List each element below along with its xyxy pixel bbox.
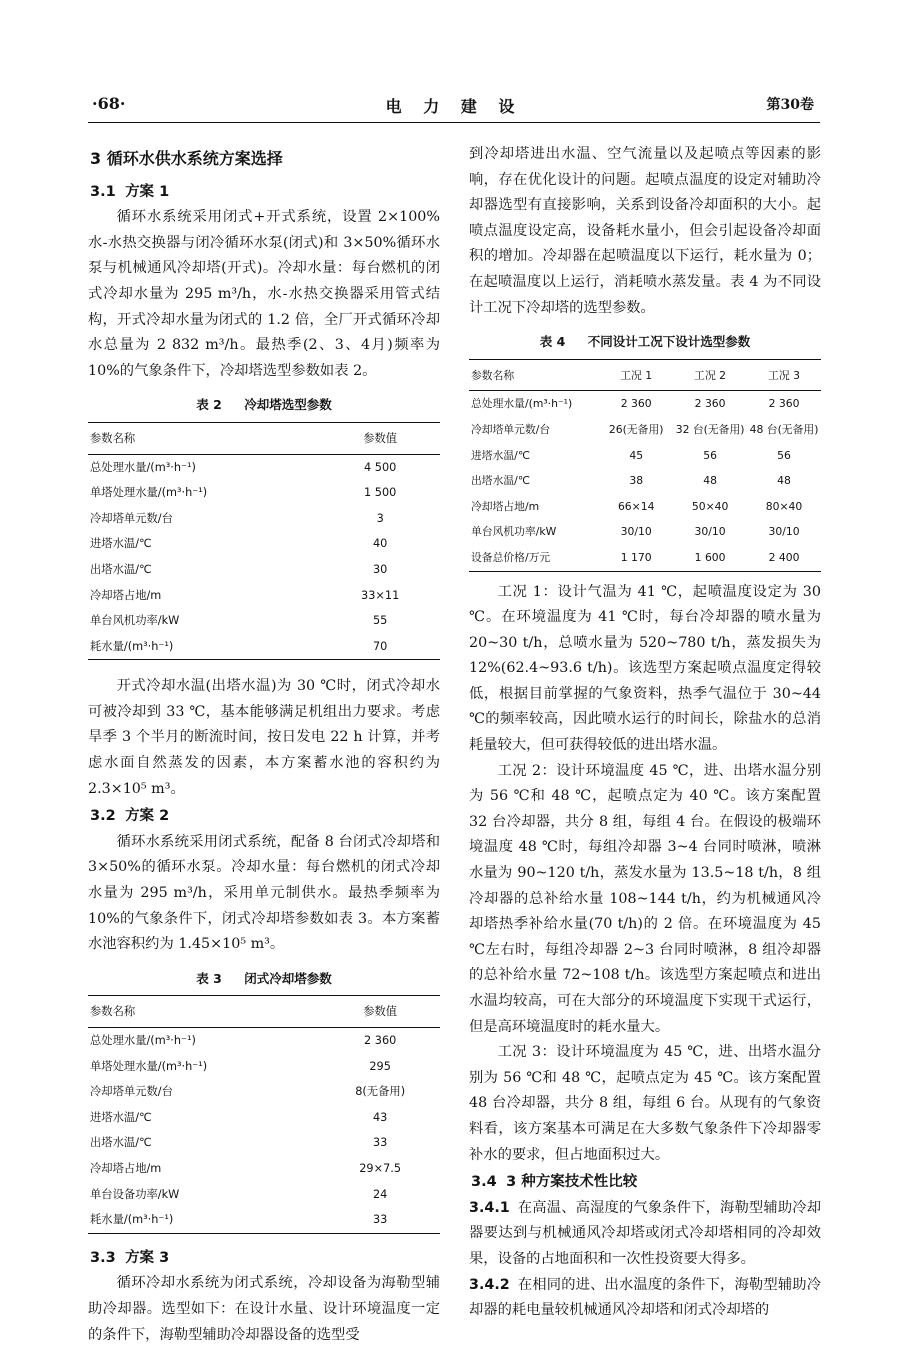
table-cell: 冷却塔单元数/台 (90, 511, 173, 525)
table-row (469, 468, 821, 494)
volume-label: 第30卷 (766, 97, 814, 113)
table-title: 闭式冷却塔参数 (244, 970, 332, 986)
table-cell: 55 (372, 614, 388, 628)
paragraph-case-1: 工况 1：设计气温为 41 ℃，起喷温度设定为 30 ℃。在环境温度为 41 ℃时，每台冷却器的喷水量为 20~30 t/h，总喷水量为 520~780 t/h，蒸发损失为 12%(62.4~93.6 t/h)。该选型方案起喷点温度定得较低，根据目前掌握的气象资料，热季气温位于 30~44 ℃的频率较高，因此喷水运行的时间长，除盐水的总消耗量较大，但可获得较低的进出塔水温。 (469, 583, 821, 754)
section-number: 3.2 (90, 808, 116, 825)
paragraph-text: 在高温、高湿度的气象条件下，海勒型辅助冷却器要达到与机械通风冷却塔或闭式冷却塔相同的冷却效果，设备的占地面积和一次性投资要大得多。 (469, 1199, 821, 1267)
table-cell: 48 (777, 474, 791, 488)
table-cell: 出塔水温/℃ (471, 474, 530, 488)
table-row (88, 454, 440, 480)
table-row (88, 1130, 440, 1156)
table-row (88, 1054, 440, 1080)
table-row (88, 1079, 440, 1105)
table-cell: 50×40 (691, 499, 729, 513)
table-cell: 80×40 (765, 499, 803, 513)
section-3-2-heading (90, 804, 440, 830)
table-row (469, 519, 821, 545)
table-header-row (88, 996, 440, 1028)
table-cell: 设备总价格/万元 (471, 550, 551, 564)
table-title: 不同设计工况下设计选型参数 (587, 334, 751, 350)
section-title: 方案 3 (125, 1249, 170, 1266)
column-header: 参数名称 (88, 422, 320, 454)
table-cell: 总处理水量/(m³·h⁻¹) (90, 1034, 196, 1047)
table-cell: 70 (372, 639, 388, 653)
table-cell: 2 400 (768, 550, 800, 564)
table-cell: 单台风机功率/kW (471, 525, 557, 539)
table-cell: 进塔水温/℃ (90, 537, 152, 551)
section-number: 3.4 (471, 1174, 497, 1191)
table-row (469, 494, 821, 520)
subsection-number: 3.4.1 (469, 1199, 510, 1216)
table-cell: 冷却塔单元数/台 (471, 422, 551, 436)
paragraph-text: 在相同的进、出水温度的条件下，海勒型辅助冷却器的耗电量较机械通风冷却塔和闭式冷却塔的 (469, 1276, 821, 1319)
table-cell: 29×7.5 (359, 1161, 402, 1175)
running-header (88, 94, 820, 123)
table-row (88, 531, 440, 557)
table-cell: 26(无备用) (608, 422, 664, 436)
table-cell: 48 台(无备用) (749, 422, 819, 436)
table-2 (88, 422, 440, 660)
column-header: 参数值 (320, 996, 440, 1028)
table-cell: 进塔水温/℃ (471, 448, 530, 462)
table-row (88, 506, 440, 532)
table-cell: 32 台(无备用) (675, 422, 745, 436)
table-cell: 1 500 (363, 486, 397, 500)
table-row (88, 480, 440, 506)
table-row (469, 545, 821, 571)
table-cell: 295 (369, 1059, 391, 1073)
column-header: 工况 3 (747, 359, 821, 391)
paragraph: 循环冷却水系统为闭式系统，冷却设备为海勒型辅助冷却器。选型如下：在设计水量、设计环境温度一定的条件下，海勒型辅助冷却器设备的选型受 (88, 1275, 440, 1343)
table-cell: 总处理水量/(m³·h⁻¹) (471, 397, 573, 411)
paragraph: 开式冷却水温(出塔水温)为 30 ℃时，闭式冷却水可被冷却到 33 ℃，基本能够满足机组出力要求。考虑旱季 3 个半月的断流时间，按日发电 22 h 计算，并考虑水面自然蒸发的因素，本方案蓄水池的容积约为 2.3×10⁵ m³。 (88, 678, 440, 797)
table-cell: 56 (777, 448, 791, 462)
table-cell: 总处理水量/(m³·h⁻¹) (90, 460, 196, 474)
table-cell: 30/10 (694, 525, 726, 539)
table-header-row (469, 359, 821, 391)
table-row (469, 391, 821, 417)
table-cell: 单台风机功率/kW (90, 614, 180, 628)
table-row (88, 1182, 440, 1208)
table-cell: 冷却塔占地/m (90, 588, 162, 602)
table-cell: 8(无备用) (355, 1085, 406, 1099)
table-cell: 33 (372, 1136, 388, 1150)
table-cell: 2 360 (768, 397, 800, 411)
section-title: 3 种方案技术性比较 (506, 1174, 638, 1191)
table-cell: 冷却塔单元数/台 (90, 1085, 173, 1099)
table-row (88, 608, 440, 634)
table-row (469, 443, 821, 469)
section-number: 3.3 (90, 1249, 116, 1266)
journal-name: 电 力 建 设 (385, 97, 523, 116)
table-cell: 耗水量/(m³·h⁻¹) (90, 639, 174, 653)
table-number: 表 3 (196, 970, 222, 986)
subsection-number: 3.4.2 (469, 1276, 510, 1293)
section-number: 3.1 (90, 183, 116, 200)
table-3 (88, 995, 440, 1233)
right-column (469, 142, 821, 1324)
table-cell: 48 (703, 474, 717, 488)
table-cell: 进塔水温/℃ (90, 1110, 152, 1124)
left-column (88, 140, 440, 1348)
table-row (469, 417, 821, 443)
section-title: 方案 1 (125, 183, 170, 200)
table-cell: 单台设备功率/kW (90, 1187, 180, 1201)
table-cell: 单塔处理水量/(m³·h⁻¹) (90, 486, 208, 500)
paragraph-3-4-1 (469, 1196, 821, 1273)
paragraph: 循环水系统采用闭式系统，配备 8 台闭式冷却塔和 3×50%的循环水泵。冷却水量：每台燃机的闭式冷却水量为 295 m³/h，采用单元制供水。最热季频率为 10%的气象条件下，闭式冷却塔参数如表 3。本方案蓄水池容积约为 1.45×10⁵ m³。 (88, 833, 440, 953)
table-cell: 33×11 (361, 588, 400, 602)
table-cell: 冷却塔占地/m (471, 499, 540, 513)
table-row (88, 1207, 440, 1233)
paragraph: 到冷却塔进出水温、空气流量以及起喷点等因素的影响，存在优化设计的问题。起喷点温度的设定对辅助冷却器选型有直接影响，关系到设备冷却面积的大小。起喷点温度设定高，设备耗水量小，但会引起设备冷却面积的增加。冷却器在起喷温度以下运行，耗水量为 0；在起喷温度以上运行，消耗喷水蒸发量。表 4 为不同设计工况下冷却塔的选型参数。 (469, 146, 821, 316)
table-cell: 24 (372, 1187, 388, 1201)
table-cell: 4 500 (363, 460, 397, 474)
table-number: 表 4 (539, 334, 566, 350)
table-cell: 30 (372, 562, 388, 576)
table-cell: 56 (703, 448, 717, 462)
paragraph: 循环水系统采用闭式+开式系统，设置 2×100% 水-水热交换器与闭冷循环水泵(闭式)和 3×50%循环水泵与机械通风冷却塔(开式)。冷却水量：每台燃机的闭式冷却水量为 295 m³/h，水-水热交换器采用管式结构，开式冷却水量为闭式的 1.2 倍，全厂开式循环冷却水总量为 2 832 m³/h。最热季(2、3、4月)频率为 10%的气象条件下，冷却塔选型参数如表 2。 (88, 209, 440, 379)
table-cell: 40 (372, 537, 388, 551)
table-cell: 2 360 (363, 1034, 397, 1047)
table-cell: 2 360 (694, 397, 726, 411)
table-cell: 1 170 (620, 550, 652, 564)
table-cell: 66×14 (617, 499, 655, 513)
section-3-4-heading (471, 1170, 821, 1196)
table-row (88, 1105, 440, 1131)
table-row (88, 1028, 440, 1054)
table-cell: 33 (372, 1213, 388, 1227)
table-header-row (88, 422, 440, 454)
section-3-heading: 3 循环水供水系统方案选择 (90, 149, 283, 168)
table-4-caption (469, 329, 821, 355)
table-cell: 3 (376, 511, 384, 525)
table-row (88, 583, 440, 609)
table-cell: 冷却塔占地/m (90, 1161, 162, 1175)
table-number: 表 2 (196, 397, 222, 413)
table-cell: 出塔水温/℃ (90, 1136, 152, 1150)
table-cell: 38 (629, 474, 644, 488)
table-2-caption (88, 392, 440, 418)
column-header: 参数名称 (88, 996, 320, 1028)
column-header: 参数值 (320, 422, 440, 454)
table-cell: 2 360 (620, 397, 652, 411)
column-header: 工况 1 (599, 359, 673, 391)
table-cell: 43 (372, 1110, 388, 1124)
table-row (88, 1156, 440, 1182)
section-title: 方案 2 (125, 808, 170, 825)
table-row (88, 634, 440, 660)
column-header: 参数名称 (469, 359, 599, 391)
paragraph-case-3: 工况 3：设计环境温度为 45 ℃，进、出塔水温分别为 56 ℃和 48 ℃，起喷点定为 45 ℃。该方案配置 48 台冷却器，共分 8 组，每组 6 台。从现有的气象资料看，该方案基本可满足在大多数气象条件下冷却器零补水的要求，但占地面积过大。 (469, 1044, 821, 1163)
table-cell: 30/10 (768, 525, 800, 539)
paragraph-3-4-2 (469, 1273, 821, 1324)
section-3-3-heading (90, 1246, 440, 1272)
table-row (88, 557, 440, 583)
table-cell: 1 600 (694, 550, 726, 564)
table-cell: 出塔水温/℃ (90, 562, 152, 576)
column-header: 工况 2 (673, 359, 747, 391)
table-cell: 耗水量/(m³·h⁻¹) (90, 1213, 174, 1227)
paragraph-case-2: 工况 2：设计环境温度 45 ℃，进、出塔水温分别为 56 ℃和 48 ℃，起喷点定为 40 ℃。该方案配置 32 台冷却器，共分 8 组，每组 4 台。在假设的极端环境温度 48 ℃时，每组冷却器 3~4 台同时喷淋，喷淋水量为 90~120 t/h，蒸发水量为 13.5~18 t/h，8 组冷却器的总补给水量 108~144 t/h，约为机械通风冷却塔热季补给水量(70 t/h)的 2 倍。在环境温度为 45 ℃左右时，每组冷却器 2~3 台同时喷淋，8 组冷却器的总补给水量 72~108 t/h。该选型方案起喷点和进出水温均较高，可在大部分的环境温度下实现干式运行，但是高环境温度时的耗水量大。 (469, 762, 821, 1035)
page-number: ·68· (92, 94, 126, 113)
table-4 (469, 359, 821, 572)
table-cell: 单塔处理水量/(m³·h⁻¹) (90, 1059, 208, 1073)
section-3-1-heading (90, 180, 440, 206)
table-cell: 30/10 (620, 525, 652, 539)
table-3-caption (88, 966, 440, 992)
table-cell: 45 (629, 448, 644, 462)
table-title: 冷却塔选型参数 (244, 397, 332, 413)
